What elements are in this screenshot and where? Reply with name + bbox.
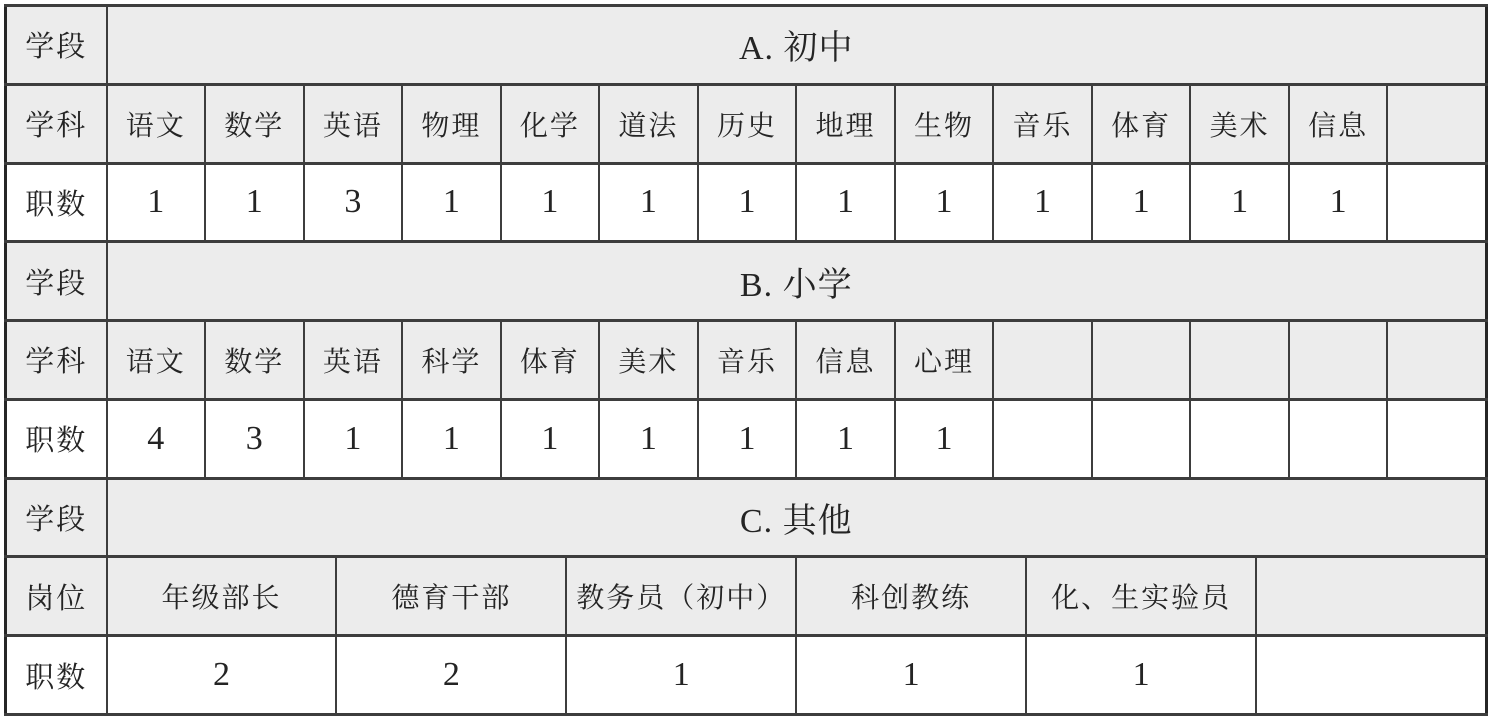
position-cell: 科创教练 — [796, 557, 1026, 636]
count-cell: 1 — [698, 163, 797, 242]
count-cell: 1 — [501, 163, 600, 242]
empty-cell — [1289, 321, 1388, 400]
subject-cell: 信息 — [1289, 84, 1388, 163]
count-cell: 1 — [304, 399, 403, 478]
empty-cell — [1092, 399, 1191, 478]
empty-cell — [1190, 321, 1289, 400]
subject-cell: 语文 — [107, 84, 206, 163]
count-cell: 1 — [895, 399, 994, 478]
subject-cell: 音乐 — [698, 321, 797, 400]
count-cell: 1 — [501, 399, 600, 478]
count-cell: 1 — [107, 163, 206, 242]
row-label-cell: 学段 — [6, 6, 107, 85]
empty-cell — [993, 399, 1092, 478]
subject-cell: 信息 — [796, 321, 895, 400]
position-row-c — [6, 557, 1487, 636]
subject-cell: 数学 — [205, 321, 304, 400]
stage-row-c — [6, 478, 1487, 557]
count-cell: 1 — [402, 399, 501, 478]
count-cell: 1 — [698, 399, 797, 478]
subject-cell: 数学 — [205, 84, 304, 163]
empty-cell — [1256, 557, 1486, 636]
subject-cell: 体育 — [1092, 84, 1191, 163]
count-cell: 1 — [205, 163, 304, 242]
count-cell: 2 — [336, 636, 566, 715]
count-cell: 1 — [796, 163, 895, 242]
empty-cell — [1289, 399, 1388, 478]
count-cell: 1 — [402, 163, 501, 242]
count-cell: 2 — [107, 636, 337, 715]
count-cell: 1 — [599, 163, 698, 242]
subject-cell: 美术 — [1190, 84, 1289, 163]
count-cell: 1 — [796, 399, 895, 478]
subject-cell: 语文 — [107, 321, 206, 400]
stage-title-cell: A. 初中 — [107, 6, 1487, 85]
empty-cell — [993, 321, 1092, 400]
count-row-b — [6, 399, 1487, 478]
subject-cell: 体育 — [501, 321, 600, 400]
row-label-cell: 学段 — [6, 242, 107, 321]
row-label-cell: 职数 — [6, 163, 107, 242]
empty-cell — [1387, 163, 1486, 242]
subject-cell: 英语 — [304, 321, 403, 400]
row-label-cell: 职数 — [6, 399, 107, 478]
row-label-cell: 学段 — [6, 478, 107, 557]
position-cell: 教务员（初中） — [566, 557, 796, 636]
subject-cell: 物理 — [402, 84, 501, 163]
position-cell: 化、生实验员 — [1026, 557, 1256, 636]
subject-cell: 生物 — [895, 84, 994, 163]
row-label-cell: 岗位 — [6, 557, 107, 636]
subject-cell: 历史 — [698, 84, 797, 163]
count-cell: 1 — [1289, 163, 1388, 242]
empty-cell — [1387, 321, 1486, 400]
empty-cell — [1387, 399, 1486, 478]
row-label-cell: 职数 — [6, 636, 107, 715]
count-cell: 1 — [993, 163, 1092, 242]
subject-cell: 心理 — [895, 321, 994, 400]
subject-cell: 科学 — [402, 321, 501, 400]
count-row-c — [6, 636, 1487, 715]
staff-allocation-table — [4, 4, 1488, 716]
empty-cell — [1387, 84, 1486, 163]
count-row-a — [6, 163, 1487, 242]
row-label-cell: 学科 — [6, 321, 107, 400]
row-label-cell: 学科 — [6, 84, 107, 163]
count-cell: 1 — [599, 399, 698, 478]
count-cell: 1 — [796, 636, 1026, 715]
position-cell: 德育干部 — [336, 557, 566, 636]
subject-cell: 化学 — [501, 84, 600, 163]
subject-cell: 音乐 — [993, 84, 1092, 163]
stage-row-a — [6, 6, 1487, 85]
subject-cell: 地理 — [796, 84, 895, 163]
count-cell: 1 — [1026, 636, 1256, 715]
stage-row-b — [6, 242, 1487, 321]
stage-title-cell: C. 其他 — [107, 478, 1487, 557]
empty-cell — [1092, 321, 1191, 400]
subject-row-b — [6, 321, 1487, 400]
subject-cell: 英语 — [304, 84, 403, 163]
count-cell: 3 — [205, 399, 304, 478]
stage-title-cell: B. 小学 — [107, 242, 1487, 321]
position-cell: 年级部长 — [107, 557, 337, 636]
count-cell: 1 — [566, 636, 796, 715]
count-cell: 1 — [895, 163, 994, 242]
subject-row-a — [6, 84, 1487, 163]
count-cell: 1 — [1190, 163, 1289, 242]
empty-cell — [1256, 636, 1486, 715]
count-cell: 1 — [1092, 163, 1191, 242]
subject-cell: 道法 — [599, 84, 698, 163]
subject-cell: 美术 — [599, 321, 698, 400]
count-cell: 4 — [107, 399, 206, 478]
count-cell: 3 — [304, 163, 403, 242]
empty-cell — [1190, 399, 1289, 478]
